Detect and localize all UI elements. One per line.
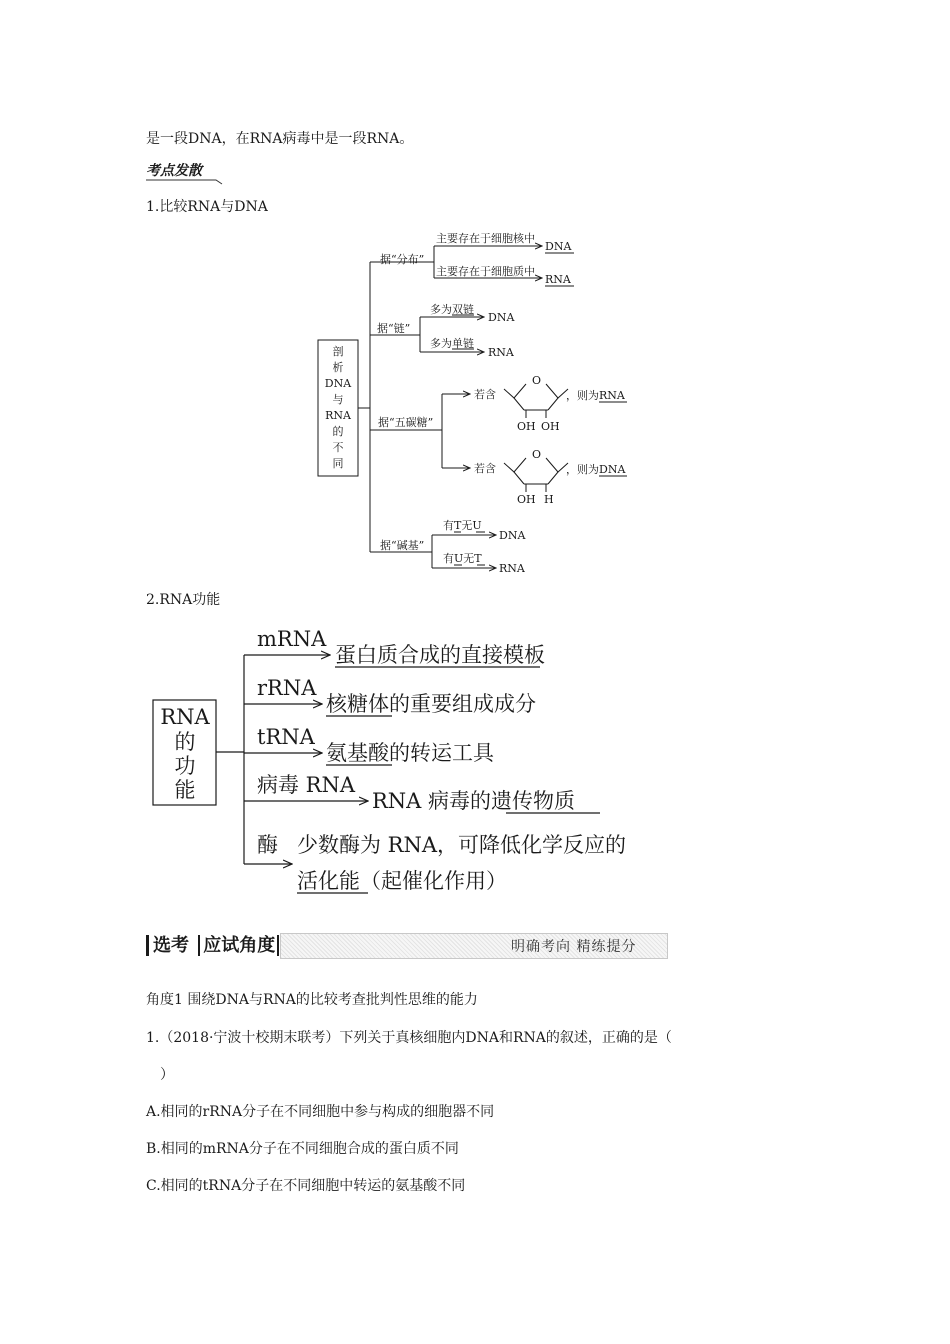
function-rrna: 核糖体的重要组成成分 [326,692,536,716]
condition-nucleus: 主要存在于细胞核中 [436,232,535,245]
ring-oxygen: O [532,374,542,387]
root-char: 析 [332,361,344,374]
sugar-result-dna: ，则为DNA [566,463,626,476]
strand-single: 多为单链 [430,337,474,350]
branch-label-sugar: 据“五碳糖” [378,416,434,429]
result-dna: DNA [545,240,572,253]
result-rna: RNA [488,346,514,359]
ring-oxygen: O [532,448,542,461]
h-group: H [544,493,554,506]
root-char: DNA [324,377,352,390]
root-char: 不 [332,441,344,454]
rna-root-label [160,705,210,802]
result-dna: DNA [499,529,526,542]
root-char: 的 [332,425,344,438]
option-c: C.相同的tRNA分子在不同细胞中转运的氨基酸不同 [146,1178,466,1194]
root-char: 同 [332,457,344,470]
root-char: RNA [325,409,351,422]
label-rrna: rRNA [257,676,317,700]
root-line: 的 [174,730,196,754]
label-virus-rna: 病毒 RNA [257,773,356,797]
function-enzyme-line2: 活化能（起催化作用） [297,869,507,893]
condition-cytoplasm: 主要存在于细胞质中 [436,265,535,278]
result-rna: RNA [545,273,571,286]
result-dna: DNA [488,311,515,324]
root-char: 与 [332,393,344,406]
banner-left-text2: 应试角度 [198,935,279,956]
base-u-no-t: 有U无T [443,552,482,565]
option-a: A.相同的rRNA分子在不同细胞中参与构成的细胞器不同 [146,1104,495,1120]
option-b: B.相同的mRNA分子在不同细胞合成的蛋白质不同 [146,1141,459,1157]
base-t-no-u: 有T无U [443,519,482,532]
item2-title: 2.RNA功能 [146,592,221,608]
intro-line: 是一段DNA，在RNA病毒中是一段RNA。 [146,131,414,147]
question-stem: 1.（2018·宁波十校期末联考）下列关于真核细胞内DNA和RNA的叙述，正确的是（ [146,1030,672,1046]
root-line: RNA [160,705,210,729]
question-paren-close: ） [160,1067,174,1083]
function-virus: RNA 病毒的遗传物质 [372,789,576,813]
section-heading-text: 考点发散 [146,163,202,179]
strand-double: 多为双链 [430,303,474,316]
oh-group: OH [517,420,536,433]
label-mrna: mRNA [257,627,327,651]
item1-title: 1.比较RNA与DNA [146,199,268,215]
sugar-result-rna: ，则为RNA [566,389,625,402]
function-trna: 氨基酸的转运工具 [326,741,494,765]
branch-label-base: 据“碱基” [380,539,425,552]
label-trna: tRNA [257,725,315,749]
angle-heading: 角度1 围绕DNA与RNA的比较考查批判性思维的能力 [146,992,478,1008]
banner-right [280,933,668,959]
branch-label-strand: 据“链” [377,322,411,335]
banner-left-text: 选考 [146,935,189,956]
label-enzyme: 酶 [257,833,278,857]
function-mrna: 蛋白质合成的直接模板 [335,643,545,667]
root-char: 剖 [332,345,344,358]
result-rna: RNA [499,562,525,575]
function-enzyme-line1: 少数酶为 RNA，可降低化学反应的 [297,833,627,857]
root-line: 功 [174,754,196,778]
root-line: 能 [174,778,196,802]
oh-group: OH [541,420,560,433]
banner-left [146,932,279,960]
branch-label-distribution: 据“分布” [380,253,425,266]
sugar-prefix: 若含 [474,388,496,401]
sugar-prefix: 若含 [474,462,496,475]
banner-right-text: 明确考向 精练提分 [511,939,637,955]
oh-group: OH [517,493,536,506]
